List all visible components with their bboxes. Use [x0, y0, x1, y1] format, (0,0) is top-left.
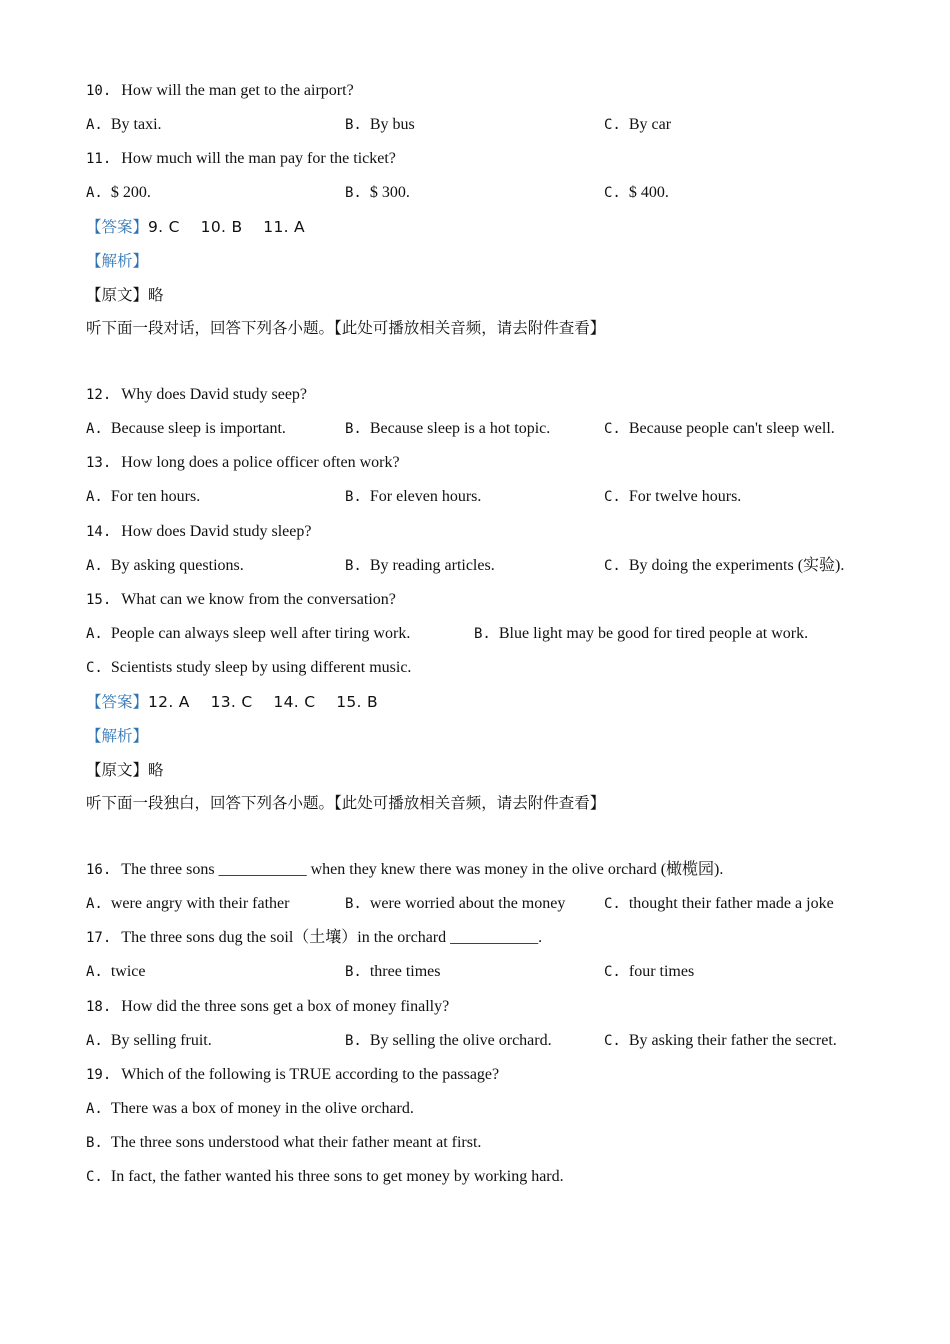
question-number: 12.	[86, 387, 112, 403]
answer-label: 【答案】	[86, 693, 149, 711]
option-18-b: B. By selling the olive orchard.	[345, 1032, 552, 1049]
question-text: How will the man get to the airport?	[121, 82, 354, 99]
analysis-label-2: 【解析】	[86, 727, 149, 745]
question-text: How long does a police officer often work?	[121, 454, 400, 471]
answer-value: 12. A 13. C 14. C 15. B	[148, 693, 378, 711]
option-13-a: A. For ten hours.	[86, 488, 201, 505]
option-10-c: C. By car	[604, 116, 672, 133]
option-14-c: C. By doing the experiments (实验).	[604, 557, 845, 574]
question-17	[86, 928, 542, 948]
question-number: 19.	[86, 1067, 112, 1083]
answer-line-1	[86, 217, 305, 238]
question-number: 17.	[86, 930, 112, 946]
option-12-a: A. Because sleep is important.	[86, 420, 286, 437]
original-text-2: 【原文】略	[86, 761, 164, 779]
option-19-a: A. There was a box of money in the olive orchard.	[86, 1100, 414, 1117]
question-14	[86, 522, 311, 542]
option-14-a: A. By asking questions.	[86, 557, 244, 574]
question-10	[86, 81, 354, 101]
question-number: 16.	[86, 862, 112, 878]
option-19-c: C. In fact, the father wanted his three sons to get money by working hard.	[86, 1168, 564, 1185]
original-text-1: 【原文】略	[86, 286, 164, 304]
option-15-a: A. People can always sleep well after tiring work.	[86, 625, 411, 642]
question-number: 11.	[86, 151, 112, 167]
option-19-b: B. The three sons understood what their father meant at first.	[86, 1134, 482, 1151]
question-text: How does David study sleep?	[121, 523, 312, 540]
option-11-c: C. $ 400.	[604, 184, 669, 201]
question-text: How much will the man pay for the ticket?	[121, 150, 396, 167]
option-18-c: C. By asking their father the secret.	[604, 1032, 837, 1049]
option-15-b: B. Blue light may be good for tired people at work.	[474, 625, 809, 642]
section-intro-1: 听下面一段对话，回答下列各小题。【此处可播放相关音频，请去附件查看】	[86, 319, 606, 337]
question-number: 14.	[86, 524, 112, 540]
option-17-a: A. twice	[86, 963, 146, 980]
option-16-c: C. thought their father made a joke	[604, 895, 834, 912]
question-18	[86, 997, 449, 1017]
option-14-b: B. By reading articles.	[345, 557, 495, 574]
option-13-b: B. For eleven hours.	[345, 488, 482, 505]
question-text: Why does David study seep?	[121, 386, 308, 403]
option-17-b: B. three times	[345, 963, 441, 980]
option-13-c: C. For twelve hours.	[604, 488, 742, 505]
option-16-a: A. were angry with their father	[86, 895, 290, 912]
question-text: Which of the following is TRUE according to the passage?	[121, 1066, 500, 1083]
question-19	[86, 1065, 499, 1085]
question-15	[86, 590, 396, 610]
option-17-c: C. four times	[604, 963, 695, 980]
option-12-c: C. Because people can't sleep well.	[604, 420, 835, 437]
answer-line-2	[86, 692, 378, 713]
option-15-c: C. Scientists study sleep by using different music.	[86, 659, 412, 676]
section-intro-2: 听下面一段独白，回答下列各小题。【此处可播放相关音频，请去附件查看】	[86, 794, 606, 812]
option-11-b: B. $ 300.	[345, 184, 410, 201]
option-12-b: B. Because sleep is a hot topic.	[345, 420, 551, 437]
question-text: The three sons dug the soil（土壤）in the orchard ___________.	[121, 929, 543, 946]
option-16-b: B. were worried about the money	[345, 895, 566, 912]
question-number: 18.	[86, 999, 112, 1015]
question-number: 15.	[86, 592, 112, 608]
question-number: 10.	[86, 83, 112, 99]
question-11	[86, 149, 396, 169]
option-10-a: A. By taxi.	[86, 116, 162, 133]
question-16	[86, 860, 723, 880]
question-13	[86, 453, 400, 473]
question-text: The three sons ___________ when they knew there was money in the olive orchard (橄榄园).	[121, 861, 724, 878]
question-12	[86, 385, 307, 405]
question-number: 13.	[86, 455, 112, 471]
option-11-a: A. $ 200.	[86, 184, 151, 201]
analysis-label-1: 【解析】	[86, 252, 149, 270]
question-text: What can we know from the conversation?	[121, 591, 396, 608]
option-18-a: A. By selling fruit.	[86, 1032, 212, 1049]
answer-label: 【答案】	[86, 218, 149, 236]
answer-value: 9. C 10. B 11. A	[148, 218, 305, 236]
question-text: How did the three sons get a box of money finally?	[121, 998, 450, 1015]
option-10-b: B. By bus	[345, 116, 415, 133]
